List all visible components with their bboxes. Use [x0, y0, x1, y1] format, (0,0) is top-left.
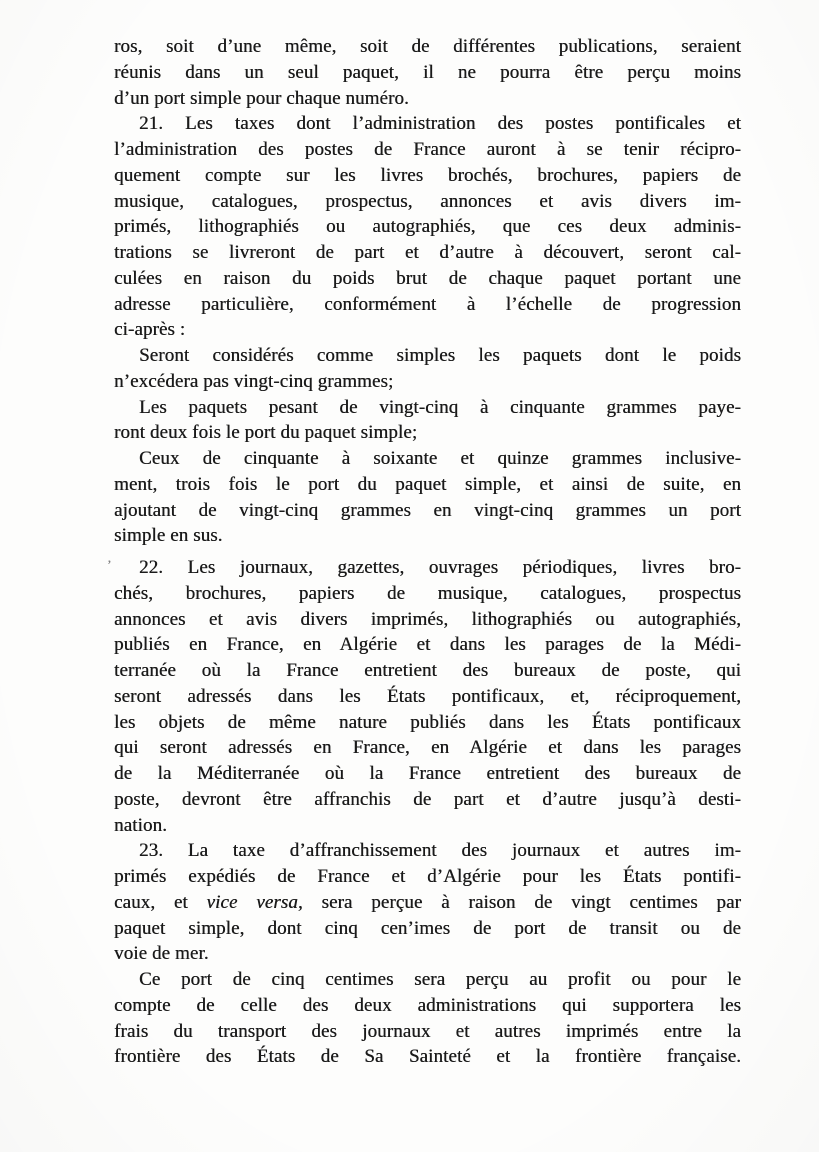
- text-line: [114, 446, 741, 472]
- text-line: [114, 137, 741, 163]
- text-line: [114, 632, 741, 658]
- text-segment: de la Méditerranée où la France entretient des bureaux de: [114, 763, 741, 784]
- text-segment: Les paquets pesant de vingt-cinq à cinquante grammes paye-: [139, 396, 741, 418]
- text-line: [114, 941, 741, 967]
- text-line: [114, 163, 741, 189]
- text-line: [114, 993, 741, 1019]
- text-line: [107, 555, 741, 581]
- text-line: [114, 498, 741, 524]
- text-line: [114, 266, 741, 292]
- text-line: [114, 111, 741, 137]
- text-line: [114, 916, 741, 942]
- text-segment: culées en raison du poids brut de chaque paquet portant une: [114, 267, 741, 289]
- text-segment: Ce port de cinq centimes sera perçu au profit ou pour le: [139, 969, 741, 990]
- text-segment: publiés en France, en Algérie et dans les parages de la Médi-: [114, 634, 741, 656]
- text-segment: terranée où la France entretient des bureaux de poste, qui: [114, 660, 741, 681]
- text-line: [114, 240, 741, 266]
- text-line: [114, 317, 741, 343]
- text-segment: nation.: [114, 814, 167, 836]
- text-line: [114, 86, 741, 112]
- text-segment: 22. Les journaux, gazettes, ouvrages périodiques, livres bro-: [139, 557, 741, 578]
- text-segment: l’administration des postes de France auront à se tenir récipro-: [114, 139, 741, 160]
- text-segment: seront adressés dans les États pontificaux, et, réciproquement,: [114, 685, 741, 707]
- text-segment: simple en sus.: [114, 525, 223, 547]
- text-segment: voie de mer.: [114, 943, 209, 965]
- text-segment: chés, brochures, papiers de musique, catalogues, prospectus: [114, 582, 741, 604]
- text-line: [114, 395, 741, 421]
- text-line: [114, 60, 741, 86]
- text-segment: Ceux de cinquante à soixante et quinze grammes inclusive-: [139, 448, 741, 469]
- text-segment: ment, trois fois le port du paquet simple, et ainsi de suite, en: [114, 473, 741, 495]
- text-line: [114, 369, 741, 395]
- text-line: [114, 523, 741, 549]
- text-segment: primés expédiés de France et d’Algérie pour les États pontifi-: [114, 866, 741, 887]
- text-line: [114, 1019, 741, 1045]
- text-segment: frontière des États de Sa Sainteté et la frontière française.: [114, 1046, 741, 1068]
- text-line: [114, 658, 741, 684]
- text-segment: Seront considérés comme simples les paquets dont le poids: [139, 345, 741, 366]
- text-line: [114, 967, 741, 993]
- text-block: [107, 34, 741, 1070]
- text-line: [114, 472, 741, 498]
- text-segment: annonces et avis divers imprimés, lithographiés ou autographiés,: [114, 608, 741, 630]
- text-line: [114, 838, 741, 864]
- text-line: [114, 813, 741, 839]
- text-line: [114, 735, 741, 761]
- text-line: [114, 34, 741, 60]
- text-segment: paquet simple, dont cinq cen’imes de port de transit ou de: [114, 917, 741, 939]
- text-segment: trations se livreront de part et d’autre à découvert, seront cal-: [114, 242, 741, 263]
- text-line: [114, 607, 741, 633]
- text-segment: d’un port simple pour chaque numéro.: [114, 87, 409, 109]
- text-segment: sera perçue à raison de vingt centimes par: [302, 891, 741, 913]
- text-line: [114, 214, 741, 240]
- text-segment: ci-après :: [114, 319, 186, 341]
- text-line: [114, 343, 741, 369]
- text-segment: n’excédera pas vingt-cinq grammes;: [114, 370, 394, 392]
- text-line: [114, 292, 741, 318]
- text-line: [114, 761, 741, 787]
- text-segment: 21. Les taxes dont l’administration des postes pontificales et: [139, 113, 741, 135]
- text-segment: 23. La taxe d’affranchissement des journaux et autres im-: [139, 840, 741, 862]
- text-segment: réunis dans un seul paquet, il ne pourra être perçu moins: [114, 61, 741, 83]
- italic-text: vice versa,: [206, 891, 303, 913]
- text-segment: frais du transport des journaux et autres imprimés entre la: [114, 1020, 741, 1042]
- text-segment: primés, lithographiés ou autographiés, que ces deux adminis-: [114, 216, 741, 238]
- text-segment: les objets de même nature publiés dans les États pontificaux: [114, 711, 741, 733]
- text-segment: musique, catalogues, prospectus, annonces et avis divers im-: [114, 190, 741, 212]
- text-segment: compte de celle des deux administrations qui supportera les: [114, 994, 741, 1016]
- text-line: [114, 787, 741, 813]
- text-segment: ront deux fois le port du paquet simple;: [114, 422, 418, 444]
- text-segment: qui seront adressés en France, en Algérie et dans les parages: [114, 737, 741, 759]
- text-line: [114, 890, 741, 916]
- ink-speck: ’: [107, 557, 112, 572]
- text-line: [114, 864, 741, 890]
- text-line: [114, 1044, 741, 1070]
- text-line: [114, 189, 741, 215]
- text-segment: adresse particulière, conformément à l’échelle de progression: [114, 293, 741, 315]
- text-segment: ros, soit d’une même, soit de différentes publications, seraient: [114, 36, 741, 57]
- text-segment: quement compte sur les livres brochés, brochures, papiers de: [114, 164, 741, 186]
- text-line: [114, 581, 741, 607]
- text-line: [114, 420, 741, 446]
- text-segment: poste, devront être affranchis de part et d’autre jusqu’à desti-: [114, 788, 741, 810]
- text-segment: caux, et: [114, 891, 207, 913]
- text-line: [114, 710, 741, 736]
- text-segment: ajoutant de vingt-cinq grammes en vingt-cinq grammes un port: [114, 499, 741, 521]
- text-line: [114, 684, 741, 710]
